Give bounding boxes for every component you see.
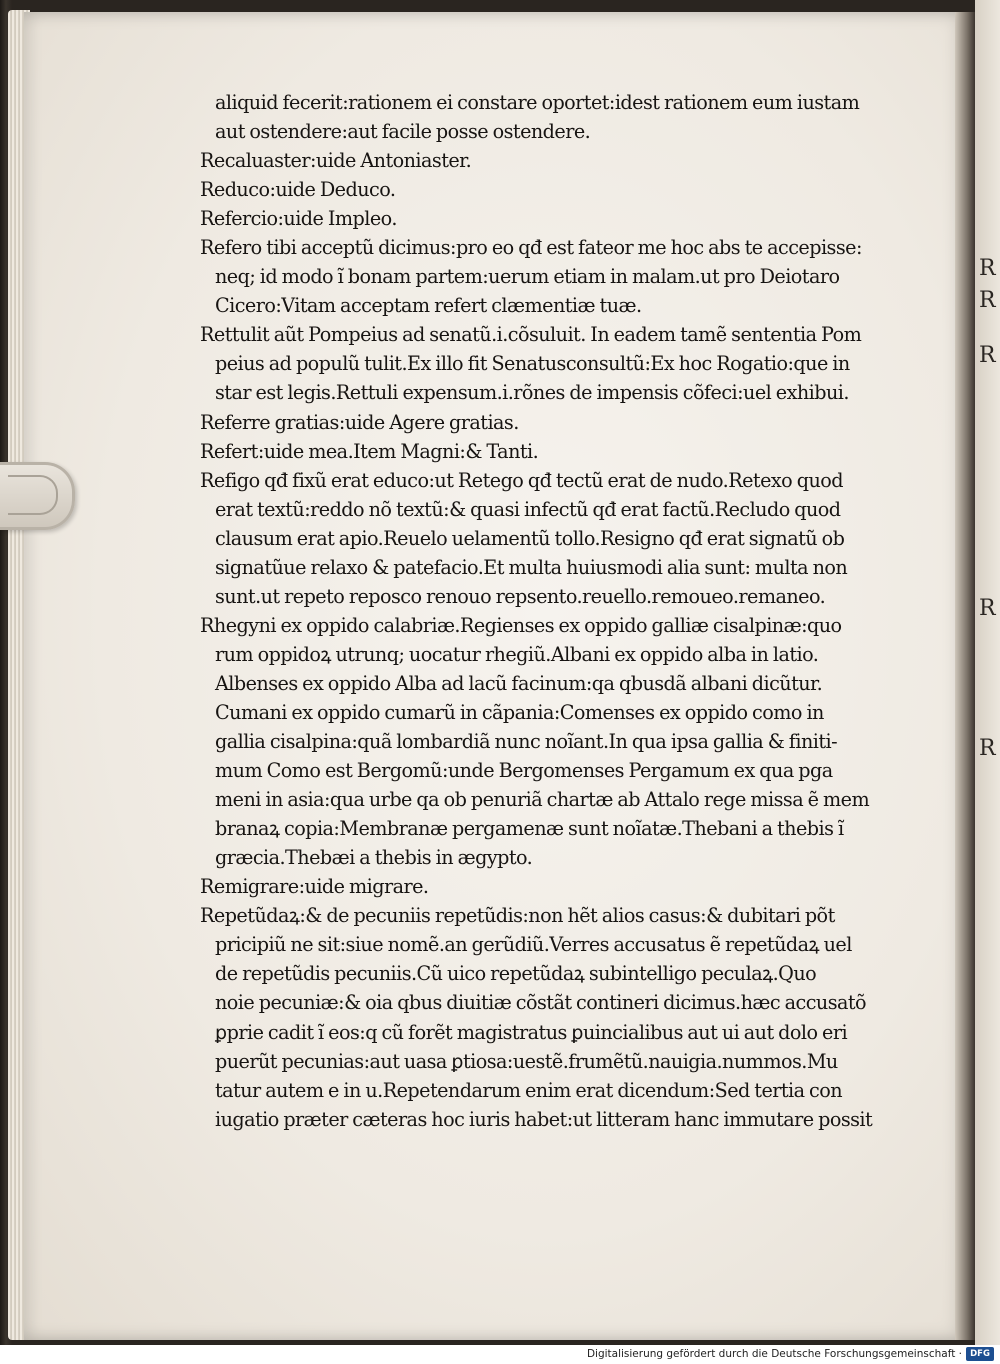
text-line: noie pecuniæ:& oia qbus diuitiæ cõstãt contineri dicimus.hæc accusatõ — [215, 991, 867, 1015]
dfg-logo: DFG — [966, 1347, 994, 1361]
footer-bar — [0, 1345, 1000, 1364]
text-line: signatũue relaxo & patefacio.Et multa huiusmodi alia sunt: multa non — [215, 555, 848, 579]
text-line: Rhegyni ex oppido calabriæ.Regienses ex oppido galliæ cisalpinæ:quo — [200, 613, 842, 637]
text-line: Remigrare:uide migrare. — [200, 875, 429, 899]
page-clip — [0, 462, 75, 530]
page-text — [200, 88, 925, 1134]
facing-page-fragment: R — [979, 596, 996, 621]
text-line: Refigo qđ fixũ erat educo:ut Retego qđ tectũ erat de nudo.Retexo quod — [200, 468, 843, 492]
text-line: puerũt pecunias:aut uasa ꝑtiosa:uestẽ.frumẽtũ.nauigia.nummos.Mu — [215, 1049, 838, 1073]
facing-page-fragment: R — [979, 736, 996, 761]
text-line: aliquid fecerit:rationem ei constare oportet:idest rationem eum iustam — [215, 91, 860, 114]
text-line: pricipiũ ne sit:siue nomẽ.an gerũdiũ.Verres accusatus ẽ repetũdaꝝ uel — [215, 933, 852, 957]
text-line: Refert:uide mea.Item Magni:& Tanti. — [200, 439, 539, 463]
text-line: mum Como est Bergomũ:unde Bergomenses Pergamum ex qua pga — [215, 759, 833, 783]
text-line: Rettulit aũt Pompeius ad senatũ.i.cõsuluit. In eadem tamẽ sententia Pom — [200, 323, 862, 347]
text-line: Reduco:uide Deduco. — [200, 178, 396, 202]
text-line: Refercio:uide Impleo. — [200, 207, 397, 231]
text-line: de repetũdis pecuniis.Cũ uico repetũdaꝝ subintelligo peculaꝝ.Quo — [215, 962, 817, 986]
funding-credit: Digitalisierung gefördert durch die Deutsche Forschungsgemeinschaft · — [586, 1348, 962, 1360]
text-line: branaꝝ copia:Membranæ pergamenæ sunt noĩatæ.Thebani a thebis ĩ — [215, 817, 844, 841]
facing-page-edge — [975, 0, 1000, 1345]
page-gutter — [955, 12, 975, 1340]
text-line: ꝑprie cadit ĩ eos:q cũ forẽt magistratus ꝑuincialibus aut ui aut dolo eri — [215, 1020, 848, 1044]
text-line: Albenses ex oppido Alba ad lacũ facinum:qa qbusdã albani dicũtur. — [215, 671, 823, 695]
text-line: erat textũ:reddo nõ textũ:& quasi infectũ qđ erat factũ.Recludo quod — [215, 497, 841, 521]
facing-page-fragment: R — [979, 288, 996, 313]
text-line: Recaluaster:uide Antoniaster. — [200, 149, 472, 173]
text-line: rum oppidoꝝ utrunq; uocatur rhegiũ.Albani ex oppido alba in latio. — [215, 642, 819, 666]
text-line: sunt.ut repeto reposco renouo repsento.reuello.remoueo.remaneo. — [215, 584, 826, 608]
text-line: iugatio præter cæteras hoc iuris habet:ut litteram hanc immutare possit — [215, 1107, 873, 1131]
text-line: meni in asia:qua urbe qa ob penuriã chartæ ab Attalo rege missa ẽ mem — [215, 788, 870, 812]
text-line: clausum erat apio.Reuelo uelamentũ tollo.Resigno qđ erat signatũ ob — [215, 526, 845, 550]
text-line: star est legis.Rettuli expensum.i.rõnes de impensis cõfeci:uel exhibui. — [215, 381, 849, 405]
text-line: Cicero:Vitam acceptam refert clæmentiæ tuæ. — [215, 294, 642, 318]
text-line: Cumani ex oppido cumarũ in cãpania:Comenses ex oppido como in — [215, 700, 824, 724]
page-clip-loop — [8, 475, 58, 515]
text-line: Refero tibi acceptũ dicimus:pro eo qđ est fateor me hoc abs te accepisse: — [200, 236, 862, 260]
text-line: aut ostendere:aut facile posse ostendere. — [215, 120, 591, 144]
text-line: Referre gratias:uide Agere gratias. — [200, 410, 519, 434]
text-line: tatur autem e in u.Repetendarum enim erat dicendum:Sed tertia con — [215, 1078, 843, 1102]
text-line: Repetũdaꝝ:& de pecuniis repetũdis:non hẽt alios casus:& dubitari põt — [200, 904, 835, 928]
text-line: neq; id modo ĩ bonam partem:uerum etiam in malam.ut pro Deiotaro — [215, 265, 840, 289]
facing-page-fragment: R — [979, 343, 996, 368]
text-line: peius ad populũ tulit.Ex illo fit Senatusconsultũ:Ex hoc Rogatio:que in — [215, 352, 850, 376]
facing-page-fragment: R — [979, 256, 996, 281]
text-line: gallia cisalpina:quã lombardiã nunc noĩant.In qua ipsa gallia & finiti- — [215, 730, 838, 754]
text-line: græcia.Thebæi a thebis in ægypto. — [215, 846, 533, 870]
